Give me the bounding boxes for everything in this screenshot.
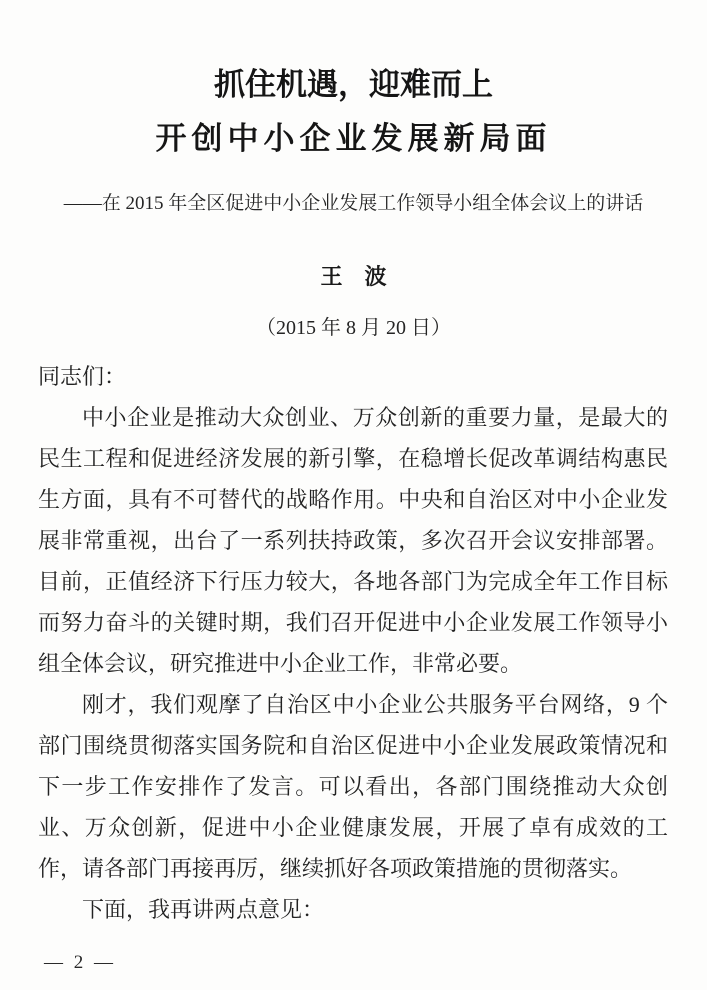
document-subtitle: ——在 2015 年全区促进中小企业发展工作领导小组全体会议上的讲话 <box>63 193 644 214</box>
title-line-2: 开创中小企业发展新局面 <box>155 121 552 156</box>
salutation: 同志们： <box>38 364 127 389</box>
body-paragraph-2: 刚才，我们观摩了自治区中小企业公共服务平台网络，9 个部门围绕贯彻落实国务院和自治区促进中小企业发展政策情况和下一步工作安排作了发言。可以看出，各部门围绕推动大众创业、万众创新，促进中小企业健康发展，开展了卓有成效的工作，请各部门再接再厉，继续抓好各项政策措施的贯彻落实。 <box>38 692 668 881</box>
page-number: — 2 — <box>44 952 116 973</box>
body-paragraph-1: 中小企业是推动大众创业、万众创新的重要力量，是最大的民生工程和促进经济发展的新引擎，在稳增长促改革调结构惠民生方面，具有不可替代的战略作用。中央和自治区对中小企业发展非常重视，出台了一系列扶持政策，多次召开会议安排部署。目前，正值经济下行压力较大，各地各部门为完成全年工作目标而努力奋斗的关键时期，我们召开促进中小企业发展工作领导小组全体会议，研究推进中小企业工作，非常必要。 <box>38 405 668 676</box>
document-date: （2015 年 8 月 20 日） <box>256 317 451 339</box>
title-line-1: 抓住机遇，迎难而上 <box>214 67 493 102</box>
document-title <box>0 58 707 166</box>
body-paragraph-3: 下面，我再讲两点意见： <box>82 897 325 922</box>
document-body <box>38 356 668 930</box>
author-name: 王 波 <box>320 264 387 289</box>
